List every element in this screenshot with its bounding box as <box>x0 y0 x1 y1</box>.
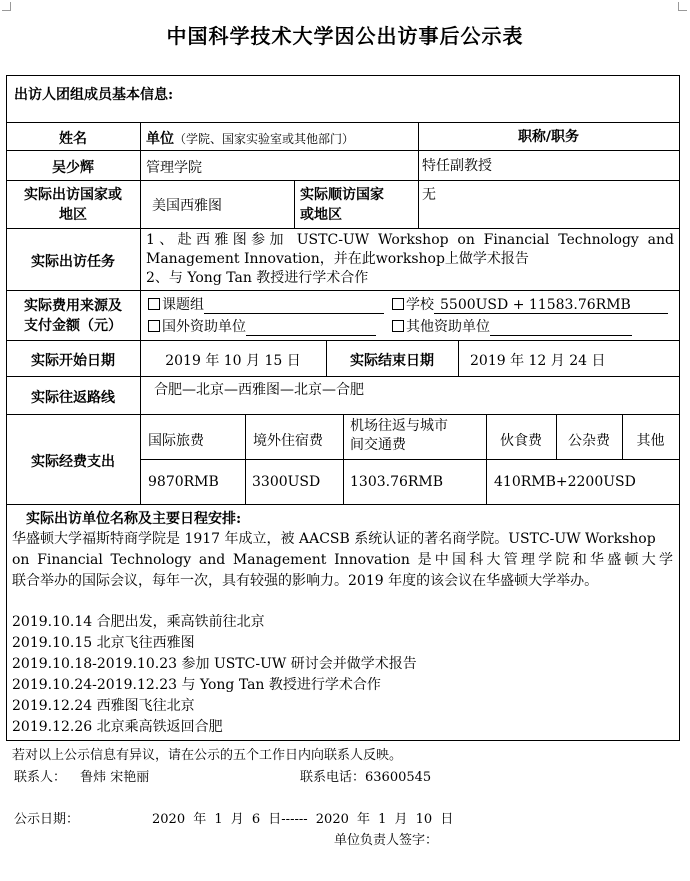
schedule-intro-line2: on Financial Technology and Management Innovation 是中国科大管理学院和华盛顿大学 <box>12 552 673 568</box>
header-unit <box>146 128 354 148</box>
funding-school <box>392 294 668 314</box>
contact-label: 联系人： <box>14 770 67 785</box>
via-country-value: 无 <box>422 187 436 203</box>
school-amount: 5500USD + 11583.76RMB <box>434 297 668 314</box>
contact-names: 鲁炜 宋艳丽 <box>80 770 150 785</box>
crop-mark-top-right <box>678 2 687 11</box>
phone-number: 63600545 <box>365 770 432 785</box>
country-label-line2: 地区 <box>59 207 87 223</box>
list-item: 2019.10.15 北京飞往西雅图 <box>12 635 195 651</box>
other-funding-label: 其他资助单位 <box>406 319 490 335</box>
member-unit: 管理学院 <box>146 160 202 176</box>
exp-value-transport: 1303.76RMB <box>350 474 444 490</box>
member-name: 吴少辉 <box>52 160 94 176</box>
list-item: 2019.10.14 合肥出发，乘高铁前往北京 <box>12 614 265 630</box>
route-value: 合肥—北京—西雅图—北京—合肥 <box>154 382 364 398</box>
section-basic-info: 出访人团组成员基本信息: <box>14 87 174 103</box>
exp-header-meals: 伙食费 <box>500 433 542 449</box>
header-title: 职称/职务 <box>517 129 580 145</box>
exp-header-transport-line1: 机场往返与城市 <box>350 418 448 434</box>
project-group-blank <box>204 299 384 314</box>
route-label: 实际往返路线 <box>31 390 115 406</box>
schedule-intro <box>12 529 673 592</box>
country-label-line1: 实际出访国家或 <box>24 187 122 203</box>
exp-header-lodging: 境外住宿费 <box>253 433 323 449</box>
publish-date-range: 2020 年 1 月 6 日------ 2020 年 1 月 10 日 <box>152 812 454 827</box>
publish-date-label: 公示日期： <box>14 812 80 827</box>
other-funding-blank <box>490 321 632 336</box>
phone <box>300 766 431 785</box>
funding-foreign <box>148 316 376 336</box>
start-date-value: 2019 年 10 月 15 日 <box>165 353 301 369</box>
country-value: 美国西雅图 <box>152 198 222 214</box>
exp-header-transport <box>350 417 448 455</box>
funding-label <box>6 296 140 336</box>
schedule-list <box>12 612 417 738</box>
schedule-intro-line1: 华盛顿大学福斯特商学院是 1917 年成立，被 AACSB 系统认证的著名商学院。USTC-UW Workshop <box>12 531 656 547</box>
list-item: 2019.10.18-2019.10.23 参加 USTC-UW 研讨会并做学术报告 <box>12 656 417 672</box>
list-item: 2019.10.24-2019.12.23 与 Yong Tan 教授进行学术合作 <box>12 677 381 693</box>
header-unit-label: 单位 <box>146 131 174 147</box>
exp-value-meals-misc: 410RMB+2200USD <box>494 474 636 490</box>
funding-label-line2: 支付金额（元） <box>24 318 122 334</box>
school-label: 学校 <box>406 297 434 313</box>
exp-value-airfare: 9870RMB <box>148 474 219 490</box>
notice-text: 若对以上公示信息有异议，请在公示的五个工作日内向联系人反映。 <box>12 748 403 763</box>
start-date-label: 实际开始日期 <box>31 353 115 369</box>
country-label <box>6 185 140 225</box>
list-item: 2019.12.24 西雅图飞往北京 <box>12 698 195 714</box>
signature-label: 单位负责人签字： <box>334 833 439 848</box>
funding-label-line1: 实际费用来源及 <box>24 298 122 314</box>
foreign-checkbox[interactable] <box>148 320 160 332</box>
member-title: 特任副教授 <box>422 158 492 174</box>
page-title: 中国科学技术大学因公出访事后公示表 <box>166 24 524 48</box>
list-item: 2019.12.26 北京乘高铁返回合肥 <box>12 719 223 735</box>
task-line2: Management Innovation，并在此workshop上做学术报告 <box>146 251 529 267</box>
exp-header-airfare: 国际旅费 <box>148 433 204 449</box>
exp-header-transport-line2: 间交通费 <box>350 437 406 453</box>
funding-other <box>392 316 632 336</box>
via-label-line1: 实际顺访国家 <box>300 187 384 203</box>
project-group-label: 课题组 <box>162 297 204 313</box>
task-line3: 2、与 Yong Tan 教授进行学术合作 <box>146 270 369 286</box>
schedule-label: 实际出访单位名称及主要日程安排: <box>26 511 242 527</box>
exp-header-misc: 公杂费 <box>568 433 610 449</box>
funding-project-group <box>148 294 384 314</box>
other-funding-checkbox[interactable] <box>392 320 404 332</box>
task-content <box>146 231 674 288</box>
header-name: 姓名 <box>59 131 87 147</box>
schedule-intro-line3: 联合举办的国际会议，每年一次，具有较强的影响力。2019 年度的该会议在华盛顿大学举办。 <box>12 573 599 589</box>
end-date-value: 2019 年 12 月 24 日 <box>470 353 606 369</box>
foreign-blank <box>246 321 376 336</box>
exp-header-other: 其他 <box>636 433 665 449</box>
crop-mark-top-left <box>2 2 11 11</box>
task-label: 实际出访任务 <box>31 254 115 270</box>
via-country-label <box>300 185 384 225</box>
task-line1: 1、赴西雅图参加 USTC-UW Workshop on Financial Technology and <box>146 232 674 248</box>
project-group-checkbox[interactable] <box>148 298 160 310</box>
phone-label: 联系电话： <box>300 770 366 785</box>
end-date-label: 实际结束日期 <box>350 353 434 369</box>
expenses-label: 实际经费支出 <box>31 454 115 470</box>
contact <box>14 766 149 785</box>
school-checkbox[interactable] <box>392 298 404 310</box>
via-label-line2: 或地区 <box>300 207 342 223</box>
header-unit-note: （学院、国家实验室或其他部门） <box>174 132 355 146</box>
exp-value-lodging: 3300USD <box>252 474 321 490</box>
foreign-label: 国外资助单位 <box>162 319 246 335</box>
